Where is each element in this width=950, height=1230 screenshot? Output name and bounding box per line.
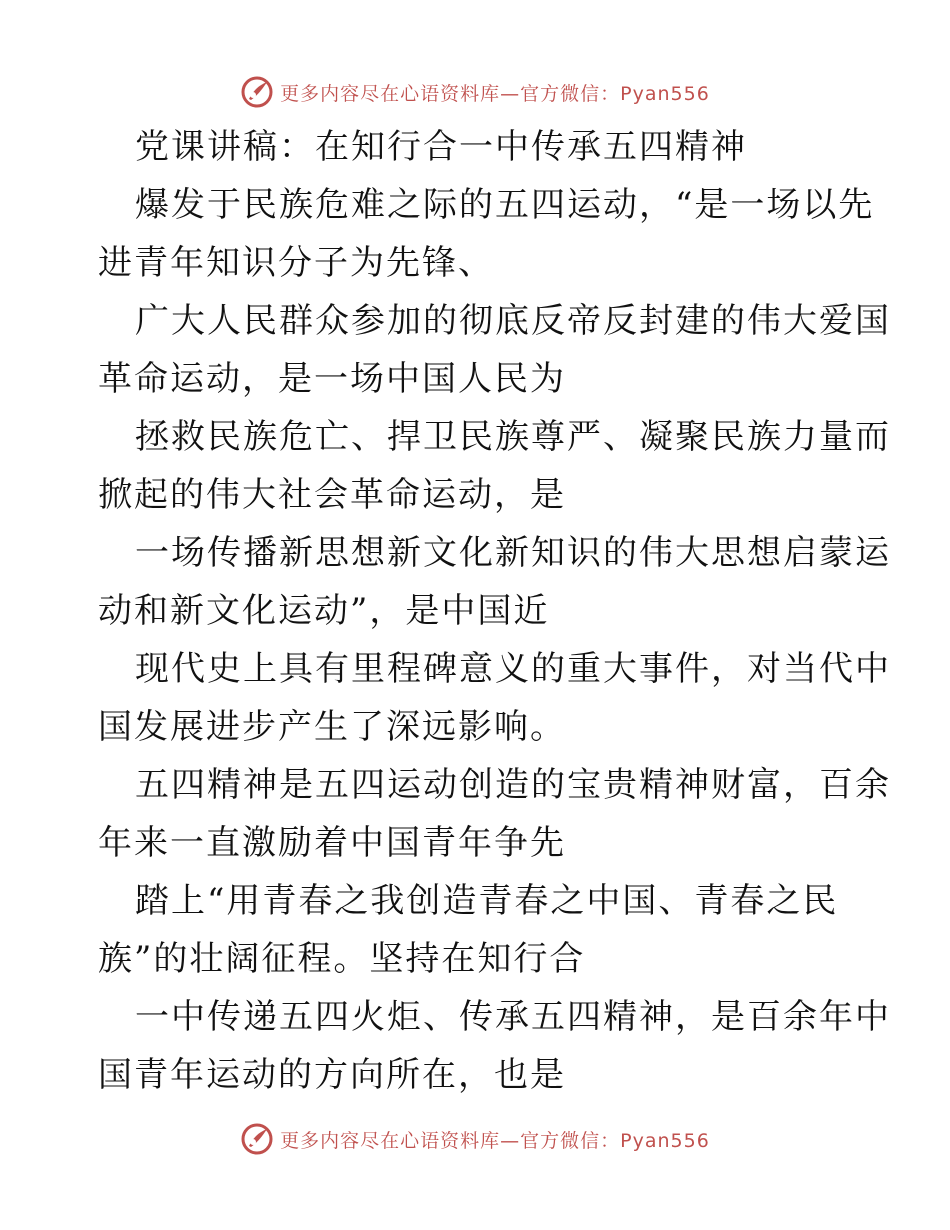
text-line: 族”的壮阔征程。坚持在知行合: [98, 939, 586, 979]
quill-seal-icon: [240, 1122, 274, 1156]
text-line: 年来一直激励着中国青年争先: [98, 823, 566, 863]
header-banner-text: 更多内容尽在心语资料库—官方微信：Pyan556: [280, 82, 710, 105]
text-line: 掀起的伟大社会革命运动，是: [98, 475, 566, 515]
text-line: 进青年知识分子为先锋、: [98, 243, 494, 283]
text-line: 一中传递五四火炬、传承五四精神，是百余年中: [135, 997, 891, 1037]
text-line: 一场传播新思想新文化新知识的伟大思想启蒙运: [135, 533, 891, 573]
text-line: 爆发于民族危难之际的五四运动，“是一场以先: [135, 185, 875, 225]
text-line: 现代史上具有里程碑意义的重大事件，对当代中: [135, 649, 891, 689]
text-line: 革命运动，是一场中国人民为: [98, 359, 566, 399]
text-line: 五四精神是五四运动创造的宝贵精神财富，百余: [135, 765, 891, 805]
text-line: 国青年运动的方向所在，也是: [98, 1055, 566, 1095]
text-line: 广大人民群众参加的彻底反帝反封建的伟大爱国: [135, 301, 891, 341]
document-title: 党课讲稿：在知行合一中传承五四精神: [135, 127, 747, 167]
text-line: 拯救民族危亡、捍卫民族尊严、凝聚民族力量而: [135, 417, 891, 457]
text-line: 踏上“用青春之我创造青春之中国、青春之民: [135, 881, 839, 921]
footer-banner: [0, 1119, 950, 1159]
footer-banner-text: 更多内容尽在心语资料库—官方微信：Pyan556: [280, 1129, 710, 1152]
text-line: 国发展进步产生了深远影响。: [98, 707, 566, 747]
quill-seal-icon: [240, 75, 274, 109]
text-line: 动和新文化运动”，是中国近: [98, 591, 550, 631]
header-banner: [0, 72, 950, 112]
